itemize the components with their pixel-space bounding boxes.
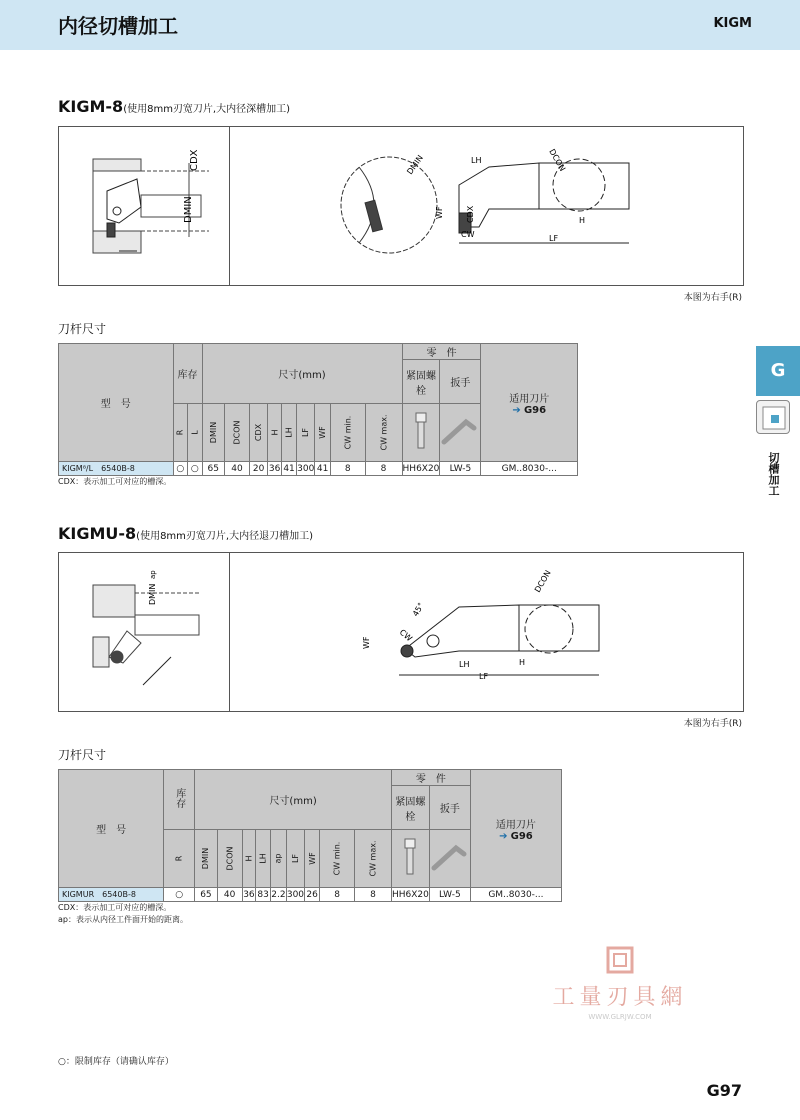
cell: ○ [173, 462, 188, 476]
cell: 40 [224, 462, 249, 476]
section1-table-title: 刀杆尺寸 [58, 322, 107, 336]
col-stock-header: 库存 [164, 770, 195, 830]
end-view [341, 157, 437, 253]
dim-dcon: DCON [532, 568, 553, 594]
grooving-icon [756, 400, 790, 434]
page-header [0, 0, 800, 50]
col-insert-header [481, 344, 578, 462]
cell: 65 [195, 888, 217, 902]
col-dims-header: 尺寸(mm) [202, 344, 402, 404]
cell: 8 [354, 888, 391, 902]
section2-figure [58, 552, 744, 712]
col-dcon: DCON [217, 830, 242, 888]
side-tab-label: 切槽加工 [767, 452, 780, 496]
cell: 26 [306, 889, 318, 900]
col-l: L [188, 404, 203, 462]
side-view [459, 159, 629, 233]
col-dcon: DCON [224, 404, 249, 462]
col-wrench-header: 扳手 [429, 786, 470, 830]
section2-model: KIGMU-8 [58, 524, 137, 543]
col-cdx: CDX [250, 404, 268, 462]
footnote-ap: ap：表示从内径工件面开始的距离。 [58, 915, 188, 924]
section1-model: KIGM-8 [58, 97, 124, 116]
cell: 300 [286, 889, 305, 900]
cell: 36 [243, 889, 255, 900]
cell: 2.2 [271, 889, 286, 900]
col-model-header: 型 号 [59, 770, 164, 888]
dim-cdx-left: CDX [189, 149, 200, 171]
side-tab-letter[interactable]: G [756, 346, 800, 396]
dim-dmin-endview: DMIN [405, 153, 425, 177]
col-wf: WF [305, 830, 320, 888]
section2-subtitle: (使用8mm刃宽刀片,大内径退刀槽加工) [136, 531, 313, 542]
insert-label: 适用刀片 [509, 393, 550, 405]
insert-ref[interactable]: G96 [523, 404, 547, 416]
col-cw-max: CW max. [365, 404, 402, 462]
cell: 300 [297, 463, 315, 474]
col-h: H [242, 830, 256, 888]
cell: ○ [164, 888, 195, 902]
section1-figure-note: 本图为右手(R) [683, 293, 742, 303]
cell-wrench: LW-5 [429, 888, 470, 902]
section2-footnotes [58, 902, 188, 926]
section1-figure [58, 126, 744, 286]
cell-insert: GM..8030-... [481, 462, 578, 476]
section1-footnote: CDX：表示加工可对应的槽深。 [58, 477, 172, 486]
section1-drawing [59, 127, 745, 287]
table-row [59, 888, 562, 902]
insert-ref[interactable]: G96 [510, 830, 533, 842]
col-cw-max: CW max. [354, 830, 391, 888]
cell: 65 [202, 462, 224, 476]
section1-title [58, 97, 290, 116]
col-lh: LH [256, 830, 271, 888]
col-cw-min: CW min. [320, 830, 355, 888]
col-r: R [173, 404, 188, 462]
cell-wrench: LW-5 [440, 462, 481, 476]
col-wrench-header: 扳手 [440, 360, 481, 404]
page-title: 内径切槽加工 [58, 14, 178, 38]
section2-table-title: 刀杆尺寸 [58, 748, 107, 762]
cell: 41 [315, 462, 330, 476]
col-lf: LF [297, 404, 315, 462]
section2-drawing [59, 553, 745, 713]
cell: 8 [320, 888, 355, 902]
footnote-cdx: CDX：表示加工可对应的槽深。 [58, 903, 172, 912]
watermark-name: 工量刃具網 [552, 985, 688, 1010]
wrench-icon [429, 830, 470, 888]
col-lh: LH [281, 404, 296, 462]
side-view [401, 605, 599, 657]
insert-link-icon[interactable]: ➔ [499, 830, 508, 842]
stock-note: ○：限制库存（请确认库存） [58, 1057, 174, 1067]
cell: 83 [257, 889, 269, 900]
col-dmin: DMIN [195, 830, 217, 888]
row-model: KIGMUR 6540B-8 [59, 888, 164, 902]
table-row [59, 462, 578, 476]
dim-dmin-left: DMIN [148, 583, 157, 605]
dim-cw: CW [461, 230, 475, 239]
section1-spec-table [58, 343, 578, 476]
dim-dcon: DCON [547, 147, 568, 173]
dim-wf: WF [435, 206, 444, 219]
section1-subtitle: (使用8mm刃宽刀片,大内径深槽加工) [123, 104, 291, 115]
col-wf: WF [315, 404, 330, 462]
col-ap: ap [271, 830, 287, 888]
cell: 40 [217, 888, 242, 902]
col-parts-header: 零 件 [402, 344, 481, 360]
section2-spec-table [58, 769, 562, 902]
col-insert-header [470, 770, 561, 888]
cell: 8 [365, 462, 402, 476]
dim-cw: CW [397, 627, 414, 644]
dim-dmin-left: DMIN [183, 196, 194, 223]
dim-h: H [519, 658, 526, 667]
col-h: H [268, 404, 282, 462]
cell: 8 [330, 462, 365, 476]
watermark-logo [540, 946, 700, 1021]
screw-icon [391, 830, 429, 888]
dim-ap: ap [149, 570, 157, 579]
cell-screw: HH6X20 [402, 463, 440, 474]
cell: 36 [268, 463, 281, 474]
cell: 20 [250, 462, 268, 476]
cell: ○ [188, 462, 203, 476]
dim-wf: WF [362, 636, 371, 649]
col-r: R [164, 830, 195, 888]
series-code: KIGM [713, 16, 752, 31]
dim-cdx-side: CDX [466, 205, 475, 223]
screw-icon [402, 404, 440, 462]
section2-title [58, 524, 313, 543]
dim-lh: LH [471, 156, 482, 165]
page-number: G97 [706, 1081, 742, 1100]
watermark-url: WWW.GLRJW.COM [588, 1013, 652, 1021]
cell-insert: GM..8030-... [470, 888, 561, 902]
insert-label: 适用刀片 [495, 819, 536, 831]
col-screw-header: 紧固螺栓 [391, 786, 429, 830]
col-screw-header: 紧固螺栓 [402, 360, 440, 404]
col-dmin: DMIN [202, 404, 224, 462]
row-model: KIGM⁸/L 6540B-8 [59, 462, 174, 476]
wrench-icon [440, 404, 481, 462]
dim-lf: LF [479, 672, 489, 681]
dim-h: H [579, 216, 586, 225]
cell-screw: HH6X20 [391, 889, 429, 900]
col-cw-min: CW min. [330, 404, 365, 462]
col-dims-header: 尺寸(mm) [195, 770, 392, 830]
col-parts-header: 零 件 [391, 770, 470, 786]
logo-icon [600, 946, 640, 976]
workpiece-hatch [93, 585, 199, 685]
section2-figure-note: 本图为右手(R) [683, 719, 742, 729]
col-stock-header: 库存 [173, 344, 202, 404]
cell: 41 [283, 463, 295, 474]
dim-angle: 45° [410, 601, 426, 618]
insert-link-icon[interactable]: ➔ [512, 404, 521, 416]
tool-body [107, 179, 141, 237]
col-lf: LF [286, 830, 304, 888]
dim-lf: LF [549, 234, 559, 243]
col-model-header: 型 号 [59, 344, 174, 462]
dim-lh: LH [459, 660, 470, 669]
